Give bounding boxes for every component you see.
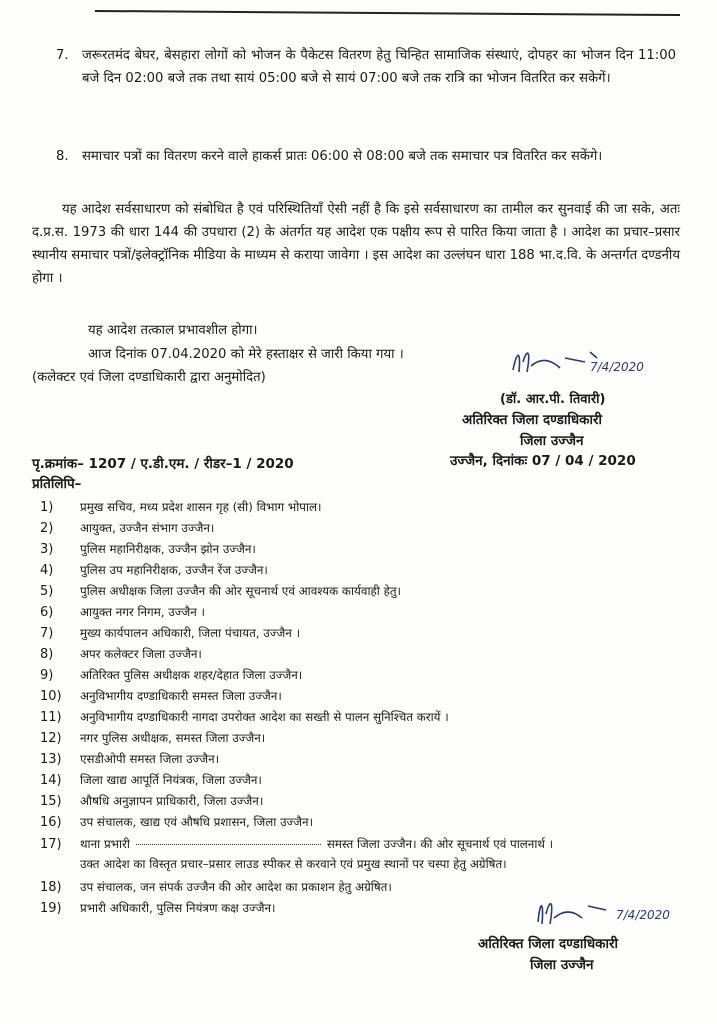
reference-place-date: उज्जैन, दिनांकः 07 / 04 / 2020 — [450, 453, 636, 469]
signatory-name: (डॉ. आर.पी. तिवारी) — [500, 392, 606, 407]
point-text: जरूरतमंद बेघर, बेसहारा लोगों को भोजन के पैकेटस वितरण हेतु चिन्हित सामाजिक संस्थाएं, दोपहर का भोजन दिन 11:00 बजे दिन 02:00 बजे तक तथा सायं 05:00 बजे से सायं 07:00 बजे तक रात्रि का भोजन वितरित कर सकेगें। — [82, 48, 676, 86]
issued-line: आज दिनांक 07.04.2020 को मेरे हस्ताक्षर से जारी किया गया । — [88, 347, 404, 362]
point-7 — [56, 44, 676, 90]
point-number: 7. — [56, 48, 69, 63]
signature-date: 7/4/2020 — [590, 360, 644, 374]
copy-item: 14) जिला खाद्य आपूर्ति नियंत्रक, जिला उज्जैन। — [40, 773, 262, 788]
copy-item: 16) उप संचालक, खाद्य एवं औषधि प्रशासन, जिला उज्जैन। — [40, 815, 314, 830]
copy-item: 15) औषधि अनुज्ञापन प्राधिकारी, जिला उज्जैन। — [40, 794, 264, 809]
copy-item: 5) पुलिस अधीक्षक जिला उज्जैन की ओर सूचनार्थ एवं आवश्यक कार्यवाही हेतु। — [40, 584, 402, 599]
point-text: समाचार पत्रों का वितरण करने वाले हाकर्स प्रातः 06:00 से 08:00 बजे तक समाचार पत्र वितरित कर सकेंगे। — [82, 149, 603, 164]
copy-item: 9) अतिरिक्त पुलिस अधीक्षक शहर/देहात जिला उज्जैन। — [40, 668, 303, 683]
copy-item: 7) मुख्य कार्यपालन अधिकारी, जिला पंचायत, उज्जैन । — [40, 626, 301, 641]
copy-item-17: 17) थाना प्रभारी समस्त जिला उज्जैन। की ओर सूचनार्थ एवं पालनार्थ । — [40, 837, 554, 852]
copy-item: 8) अपर कलेक्टर जिला उज्जैन। — [40, 647, 202, 662]
footer-district: जिला उज्जैन — [530, 957, 594, 973]
copy-item: 3) पुलिस महानिरीक्षक, उज्जैन झोन उज्जैन। — [40, 542, 256, 557]
copy-item: 12) नगर पुलिस अधीक्षक, समस्त जिला उज्जैन। — [40, 731, 266, 746]
copy-item: 18) उप संचालक, जन संपर्क उज्जैन की ओर आदेश का प्रकाशन हेतु अग्रेषित। — [40, 880, 392, 895]
copy-item: 13) एसडीओपी समस्त जिला उज्जैन। — [40, 752, 220, 767]
footer-signature-date: 7/4/2020 — [616, 908, 670, 922]
copy-item: 11) अनुविभागीय दण्डाधिकारी नागदा उपरोक्त आदेश का सख्ती से पालन सुनिश्चित करायें । — [40, 710, 449, 725]
effective-line: यह आदेश तत्काल प्रभावशील होगा। — [88, 323, 258, 338]
copy-heading: प्रतिलिपि– — [32, 476, 82, 492]
copy-item: 19) प्रभारी अधिकारी, पुलिस नियंत्रण कक्ष उज्जैन। — [40, 901, 276, 916]
signatory-designation: अतिरिक्त जिला दण्डाधिकारी — [462, 412, 602, 428]
copy-item: 1) प्रमुख सचिव, मध्य प्रदेश शासन गृह (सी) विभाग भोपाल। — [40, 500, 322, 515]
order-paragraph: यह आदेश सर्वसाधारण को संबोधित है एवं परिस्थितियॉं ऐसी नहीं है कि इसे सर्वसाधारण का तामील कर सुनवाई की जा सके, अतः द.प्र.स. 1973 की धारा 144 की उपधारा (2) के अंतर्गत यह आदेश एक पक्षीय रूप से पारित किया जाता है । आदेश का प्रचार–प्रसार स्थानीय समाचार पत्रों/इलेक्ट्रॉनिक मीडिया के माध्यम से कराया जावेगा । इस आदेश का उल्लंघन धारा 188 भा.द.वि. के अन्तर्गत दण्डनीय होगा । — [32, 202, 680, 286]
footer-designation: अतिरिक्त जिला दण्डाधिकारी — [478, 936, 618, 952]
blank-dotted-line — [136, 844, 321, 845]
signatory-district: जिला उज्जैन — [520, 433, 584, 449]
copy-item: 10) अनुविभागीय दण्डाधिकारी समस्त जिला उज्जैन। — [40, 689, 282, 704]
copy-item: 6) आयुक्त नगर निगम, उज्जैन । — [40, 605, 205, 620]
copy-item: 2) आयुक्त, उज्जैन संभाग उज्जैन। — [40, 521, 215, 536]
point-number: 8. — [56, 149, 69, 164]
copy-item-17-note: उक्त आदेश का विस्तृत प्रचार–प्रसार लाउड स्पीकर से करवाने एवं प्रमुख स्थानों पर चस्पा हेतु अग्रेषित। — [80, 857, 507, 871]
copy-item: 4) पुलिस उप महानिरीक्षक, उज्जैन रेंज उज्जैन। — [40, 563, 268, 578]
approval-note: (कलेक्टर एवं जिला दण्डाधिकारी द्वारा अनुमोदित) — [32, 370, 266, 385]
top-border-line — [95, 10, 680, 16]
reference-number: पृ.क्रमांक– 1207 / ए.डी.एम. / रीडर–1 / 2020 — [32, 456, 294, 472]
point-8 — [56, 145, 676, 168]
